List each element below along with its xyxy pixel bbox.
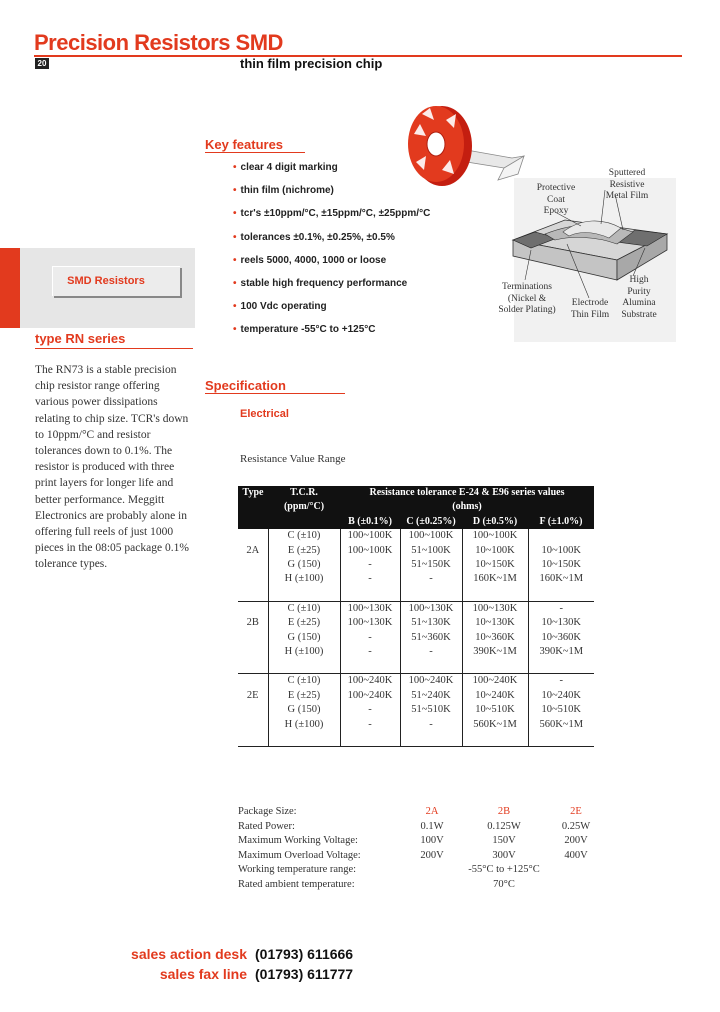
value-cell: 160K~1M	[462, 572, 528, 586]
table-row	[238, 601, 594, 616]
value-cell: -	[340, 703, 400, 717]
value-cell: 100~100K	[340, 529, 400, 543]
section-tab-marker	[0, 248, 20, 328]
row-label: Package Size:	[238, 806, 297, 817]
package-2e-header: 2E	[570, 806, 582, 817]
type-cell: 2B	[238, 616, 268, 630]
value-cell: 200V	[420, 849, 444, 861]
table-row	[238, 863, 612, 878]
tcr-cell: H (±100)	[268, 572, 340, 586]
value-cell: 10~150K	[541, 559, 581, 571]
value-cell: 0.25W	[561, 820, 591, 832]
feature-item: • 100 Vdc operating	[233, 301, 327, 313]
resistance-range-title: Resistance Value Range	[240, 453, 346, 465]
electrode-label: Electrode Thin Film	[570, 298, 610, 320]
type-series-rule	[35, 348, 193, 349]
smd-resistors-label: SMD Resistors	[67, 275, 145, 287]
value-cell: 100~100K	[400, 529, 462, 543]
tcr-cell: E (±25)	[268, 689, 340, 703]
ohms-header: (ohms)	[340, 500, 594, 514]
value-cell: -	[400, 645, 462, 659]
table-row	[238, 834, 612, 849]
page-number: 20	[35, 58, 49, 69]
value-cell: 300V	[492, 849, 516, 861]
feature-item: • stable high frequency performance	[233, 277, 408, 289]
value-cell: -	[400, 718, 462, 732]
key-features-title: Key features	[205, 137, 284, 152]
value-cell: 10~360K	[541, 631, 581, 643]
feature-item: • temperature -55°C to +125°C	[233, 324, 376, 336]
electrical-title: Electrical	[240, 408, 289, 420]
value-cell: 10~130K	[541, 617, 581, 629]
tcr-cell: G (150)	[268, 631, 340, 645]
tcr-cell: C (±10)	[268, 529, 340, 543]
table-row	[238, 689, 594, 703]
value-cell: 10~240K	[541, 689, 581, 701]
bullet-icon: •	[233, 324, 237, 336]
value-cell: -	[340, 572, 400, 586]
sales-desk-row	[40, 944, 370, 964]
column-header: D (±0.5%)	[462, 515, 528, 529]
value-cell: 10~510K	[462, 703, 528, 717]
value-cell: 100~130K	[340, 616, 400, 630]
value-cell: 560K~1M	[539, 718, 584, 730]
value-cell	[528, 529, 594, 543]
value-cell: 10~100K	[541, 544, 581, 556]
type-cell: 2E	[238, 689, 268, 703]
tcr-unit-header: (ppm/°C)	[268, 500, 340, 514]
table-row	[238, 718, 594, 732]
value-cell: 200V	[564, 835, 588, 846]
value-cell: 100~240K	[340, 674, 400, 689]
specification-title: Specification	[205, 378, 286, 393]
value-cell: 100~240K	[340, 689, 400, 703]
value-cell: 100~240K	[462, 674, 528, 689]
fax-number: (01793) 611777	[255, 966, 354, 982]
tcr-cell: G (150)	[268, 558, 340, 572]
row-label: Maximum Working Voltage:	[238, 835, 358, 846]
column-header: C (±0.25%)	[400, 515, 462, 529]
value-cell: 51~130K	[400, 616, 462, 630]
table-header-row	[238, 515, 594, 529]
value-cell: -	[340, 558, 400, 572]
table-row	[238, 544, 594, 558]
tcr-cell: H (±100)	[268, 645, 340, 659]
terminations-label: Terminations (Nickel & Solder Plating)	[498, 282, 556, 315]
substrate-label: High Purity Alumina Substrate	[621, 275, 657, 320]
value-cell: 150V	[492, 835, 516, 846]
type-series-title: type RN series	[35, 331, 126, 346]
contact-block	[40, 944, 370, 984]
table-row	[238, 805, 612, 820]
value-cell: 51~360K	[400, 631, 462, 645]
bullet-icon: •	[233, 231, 237, 243]
feature-item: • tolerances ±0.1%, ±0.25%, ±0.5%	[233, 231, 395, 243]
tolerance-header: Resistance tolerance E-24 & E96 series values	[340, 486, 594, 500]
column-header: B (±0.1%)	[340, 515, 400, 529]
reel-hub	[427, 132, 445, 156]
series-description: The RN73 is a stable precision chip resistor range offering various power dissipations relating to chip size. TCR's down to 10ppm/°C and resistor tolerances down to 0.1%. The resistor is produced with three print layers for longer life and better performance. Meggitt Electronics are probably alone in offering full reels of just 1000 pieces in the 08:05 package 0.1% tolerance types.	[35, 364, 189, 571]
table-row	[238, 820, 612, 835]
value-cell: 100~100K	[462, 529, 528, 543]
tcr-cell: E (±25)	[268, 616, 340, 630]
table-row	[238, 558, 594, 572]
table-header-row	[238, 500, 594, 514]
sales-desk-label: sales action desk	[131, 946, 247, 962]
specification-rule	[205, 393, 345, 394]
tcr-cell: G (150)	[268, 703, 340, 717]
value-cell: 51~150K	[400, 558, 462, 572]
value-cell: 10~510K	[541, 704, 581, 716]
value-cell: 51~510K	[400, 703, 462, 717]
table-row	[238, 616, 594, 630]
value-cell: 100~240K	[400, 674, 462, 689]
row-label: Maximum Overload Voltage:	[238, 849, 361, 861]
feature-item: • tcr's ±10ppm/°C, ±15ppm/°C, ±25ppm/°C	[233, 208, 431, 220]
page-subtitle: thin film precision chip	[240, 56, 383, 71]
table-row	[238, 703, 594, 717]
fax-row	[40, 964, 370, 984]
bullet-icon: •	[233, 254, 237, 266]
value-cell: 400V	[564, 849, 588, 861]
key-features-list	[233, 162, 431, 348]
value-cell: 51~100K	[400, 544, 462, 558]
type-header: Type	[238, 486, 268, 500]
value-cell: 0.125W	[487, 820, 521, 832]
tcr-cell: C (±10)	[268, 674, 340, 689]
sputtered-film-label: Sputtered Resistive Metal Film	[605, 168, 649, 201]
value-cell: -	[528, 601, 594, 616]
table-row	[238, 878, 612, 893]
fax-label: sales fax line	[159, 966, 247, 982]
bullet-icon: •	[233, 301, 237, 313]
ambient-temp-value: 70°C	[493, 878, 515, 890]
value-cell: -	[528, 674, 594, 689]
feature-item: • thin film (nichrome)	[233, 185, 334, 197]
sales-desk-number: (01793) 611666	[255, 946, 354, 962]
table-row	[238, 645, 594, 659]
bullet-icon: •	[233, 185, 237, 197]
tcr-cell: C (±10)	[268, 601, 340, 616]
value-cell: 160K~1M	[539, 573, 584, 585]
feature-item: • reels 5000, 4000, 1000 or loose	[233, 254, 387, 266]
tcr-header: T.C.R.	[268, 486, 340, 500]
value-cell: 10~360K	[462, 631, 528, 645]
value-cell: -	[340, 718, 400, 732]
table-header-row	[238, 486, 594, 500]
value-cell: 10~130K	[462, 616, 528, 630]
value-cell: 390K~1M	[462, 645, 528, 659]
key-features-rule	[205, 152, 305, 153]
table-row	[238, 529, 594, 543]
feature-item: • clear 4 digit marking	[233, 162, 338, 173]
package-2a-header: 2A	[425, 806, 439, 817]
value-cell: 390K~1M	[539, 646, 584, 658]
bullet-icon: •	[233, 162, 237, 173]
value-cell: 100~100K	[340, 544, 400, 558]
value-cell: 560K~1M	[462, 718, 528, 732]
value-cell: 10~150K	[462, 558, 528, 572]
value-cell: 51~240K	[400, 689, 462, 703]
table-row	[238, 849, 612, 864]
package-2b-header: 2B	[497, 806, 511, 817]
value-cell: -	[340, 631, 400, 645]
resistance-value-table	[238, 486, 594, 747]
working-temp-value: -55°C to +125°C	[468, 864, 540, 875]
tcr-cell: E (±25)	[268, 544, 340, 558]
value-cell: 0.1W	[420, 820, 444, 832]
table-row	[238, 674, 594, 689]
protective-coat-label: Protective Coat Epoxy	[536, 183, 576, 216]
row-label: Rated ambient temperature:	[238, 878, 355, 890]
package-ratings-table	[238, 805, 612, 892]
type-cell: 2A	[238, 544, 268, 558]
column-header: F (±1.0%)	[528, 515, 594, 529]
table-row	[238, 631, 594, 645]
value-cell: 10~240K	[462, 689, 528, 703]
smd-resistors-tab	[52, 266, 180, 296]
bullet-icon: •	[233, 208, 237, 220]
value-cell: -	[340, 645, 400, 659]
page-title: Precision Resistors SMD	[34, 30, 283, 55]
tcr-cell: H (±100)	[268, 718, 340, 732]
row-label: Rated Power:	[238, 820, 295, 832]
value-cell: 10~100K	[462, 544, 528, 558]
value-cell: -	[400, 572, 462, 586]
value-cell: 100~130K	[400, 601, 462, 616]
table-row	[238, 572, 594, 586]
bullet-icon: •	[233, 277, 237, 289]
value-cell: 100~130K	[340, 601, 400, 616]
row-label: Working temperature range:	[238, 864, 357, 875]
value-cell: 100V	[420, 835, 444, 846]
value-cell: 100~130K	[462, 601, 528, 616]
